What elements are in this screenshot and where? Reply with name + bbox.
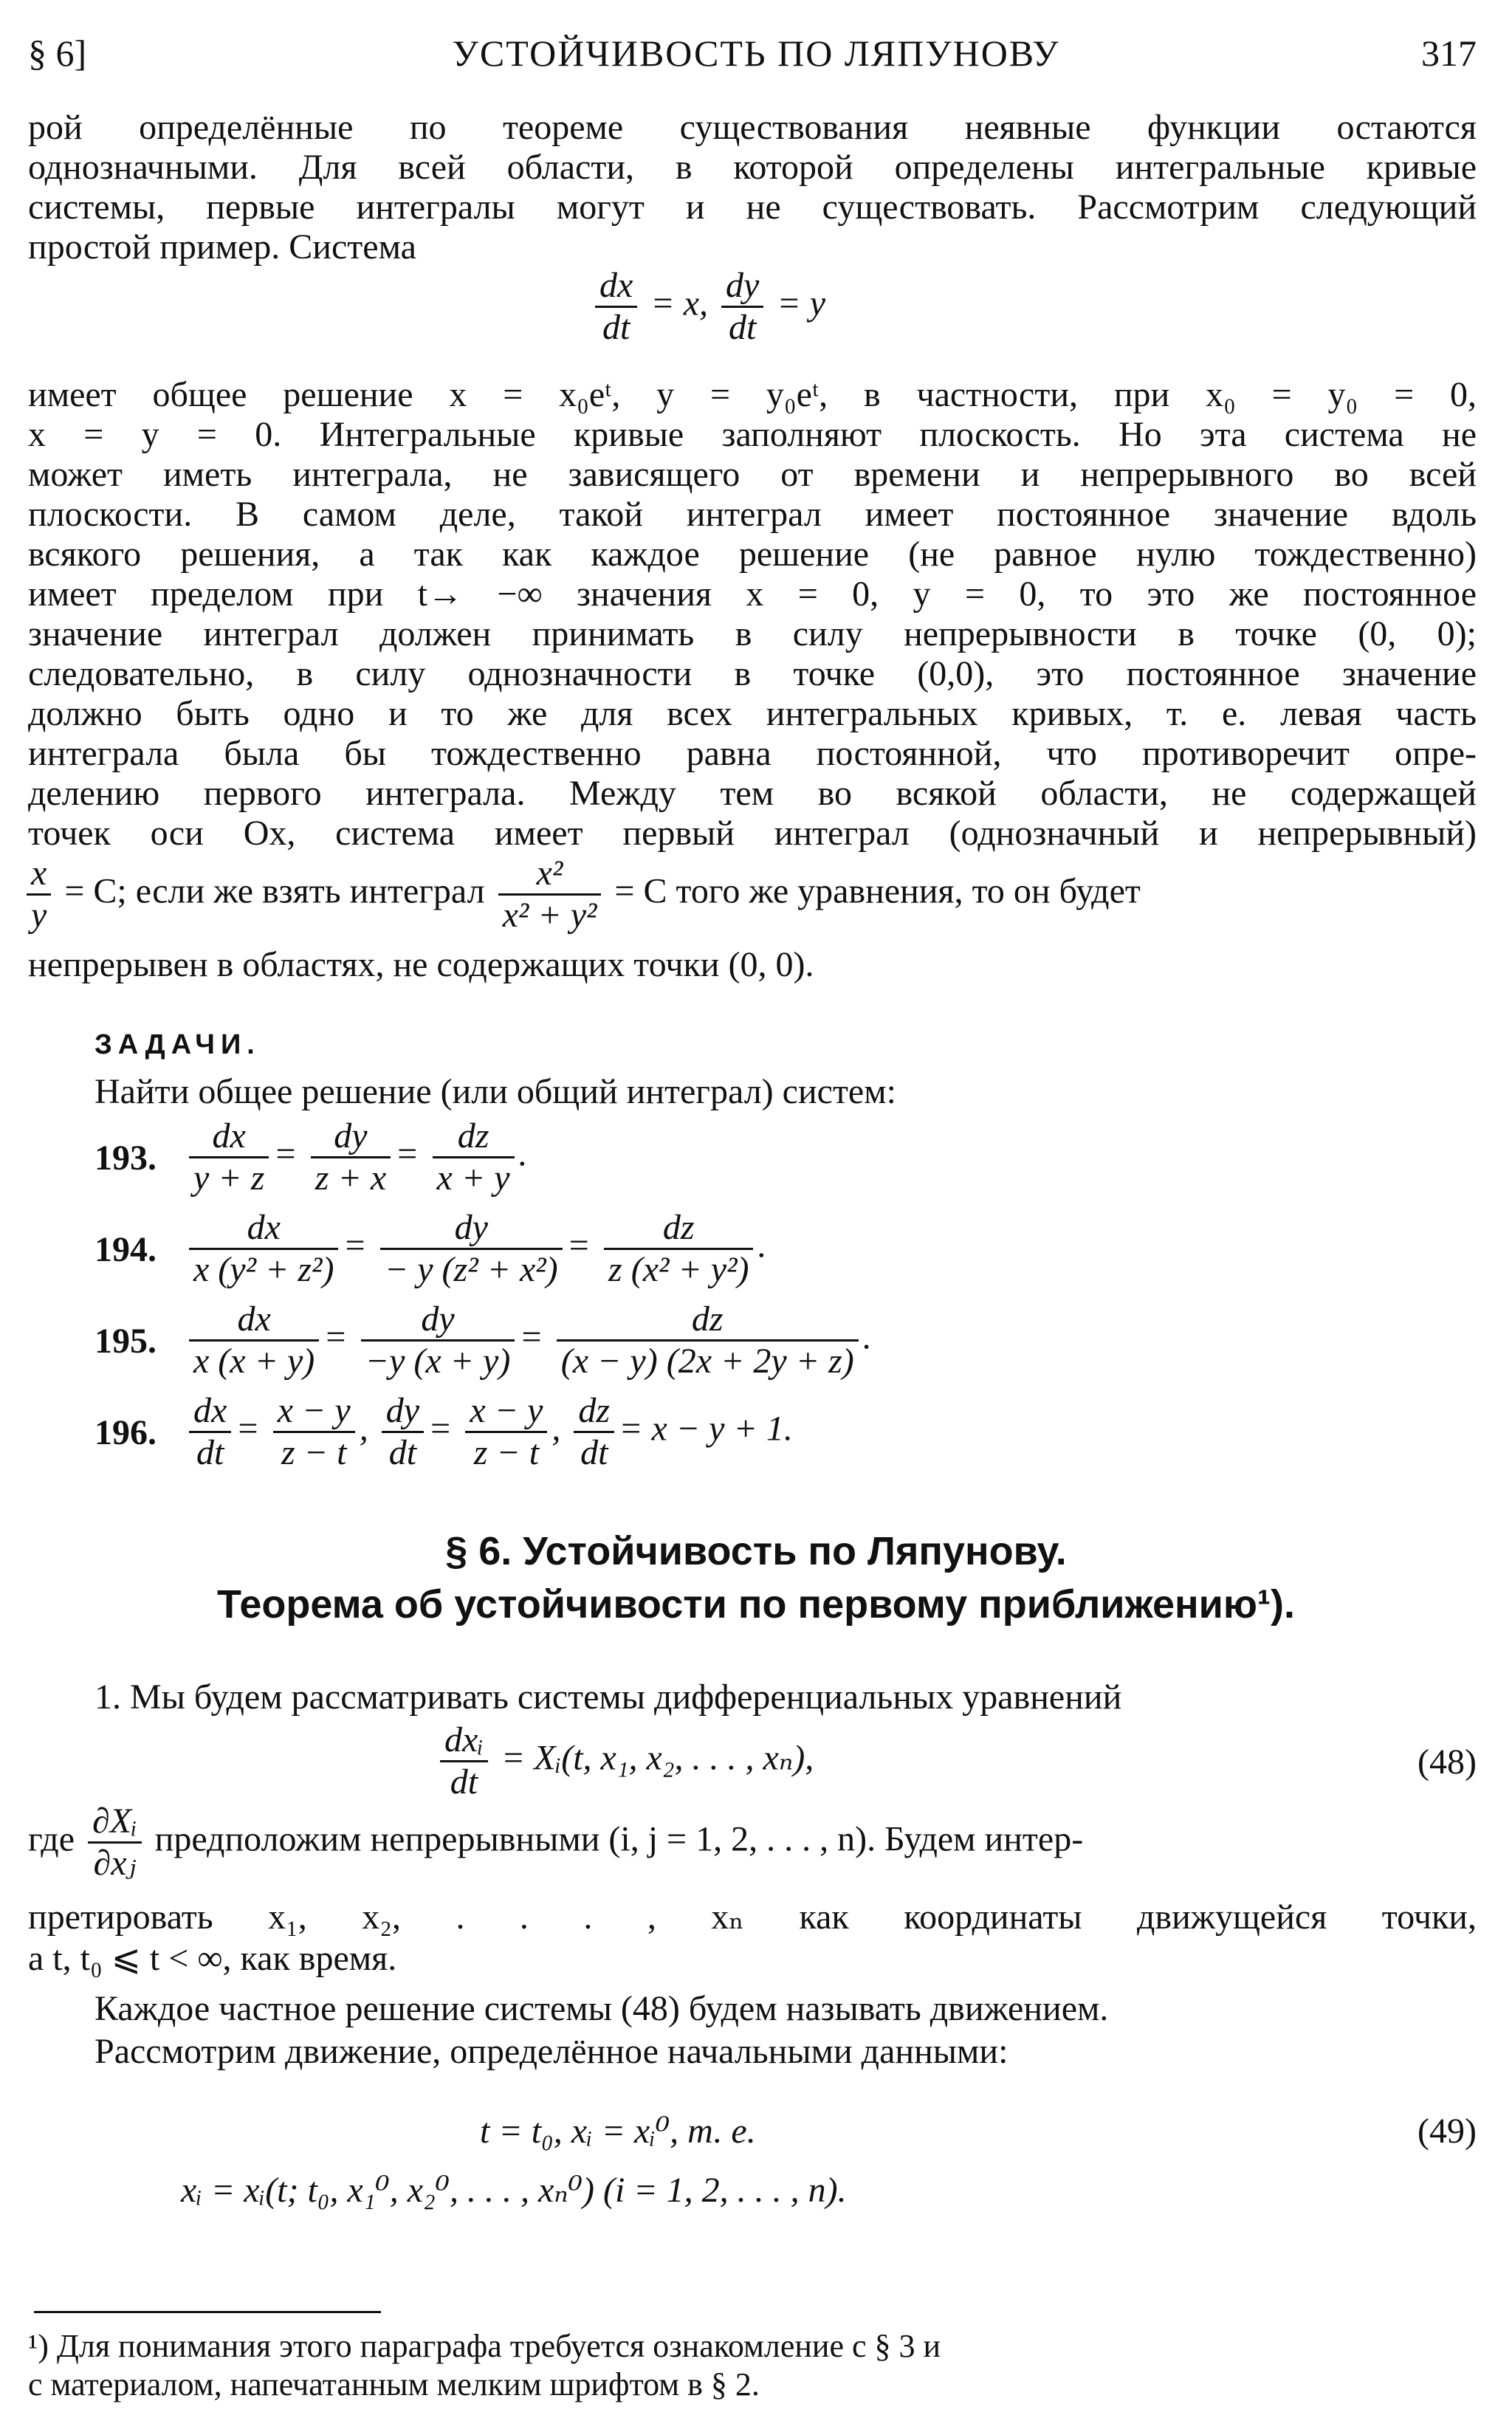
text-line: простой пример. Система (28, 227, 416, 267)
text-line: делению первого интеграла. Между тем во всякой области, не содержащей (28, 774, 1477, 813)
text-line: однозначными. Для всей области, в которой определены интегральные кривые (28, 148, 1477, 187)
text-line: а t, t₀ ⩽ t < ∞, как время. (28, 1939, 397, 1978)
fraction: $\frac{x}{y}$ (27, 853, 51, 935)
problem-number: 194. (94, 1230, 157, 1269)
text-line: системы, первые интегралы могут и не существовать. Рассмотрим следующий (28, 188, 1477, 227)
text-line: следовательно, в силу однозначности в точке (0,0), это постоянное значение (28, 654, 1477, 693)
text-line: интеграла была бы тождественно равна постоянной, что противоречит опре- (28, 734, 1477, 773)
text-line: всякого решения, а так как каждое решение (не равное нулю тождественно) (28, 535, 1477, 574)
text-line: Рассмотрим движение, определённое начальными данными: (94, 2032, 1008, 2071)
text-line: рой определённые по теореме существования неявные функции остаются (28, 108, 1477, 147)
problem-equation: $\frac{dx}{x (x + y)}$ = $\frac{dy}{-y (x + y)}$ = $\frac{dz}{(x - y) (2x + 2y + z)}$ . (185, 1299, 872, 1381)
footnote-line: ¹) Для понимания этого параграфа требуется ознакомление с § 3 и (28, 2328, 941, 2364)
equation-49b: xᵢ = xᵢ(t; t₀, x₁⁰, x₂⁰, . . . , xₙ⁰) (i = 1, 2, . . . , n). (181, 2171, 847, 2210)
text-line: значение интеграл должен принимать в силу непрерывности в точке (0, 0); (28, 614, 1477, 653)
system-example-equation: $\frac{dx}{dt}$ = x, $\frac{dy}{dt}$ = y (591, 266, 825, 348)
text-line: непрерывен в областях, не содержащих точки (0, 0). (28, 945, 814, 984)
fraction: $\frac{dx}{dt}$ (595, 266, 637, 348)
fraction: $\frac{dy}{dt}$ (721, 266, 763, 348)
problems-intro: Найти общее решение (или общий интеграл) систем: (94, 1072, 896, 1111)
header-running-title: УСТОЙЧИВОСТЬ ПО ЛЯПУНОВУ (452, 32, 1060, 74)
text-line: имеет общее решение x = x₀eᵗ, y = y₀eᵗ, в частности, при x₀ = y₀ = 0, (28, 375, 1477, 414)
section-title-line2: Теорема об устойчивости по первому приближению¹). (217, 1582, 1295, 1627)
equation-48: $\frac{\text{dxᵢ}}{dt}$ = Xᵢ(t, x₁, x₂, . . . , xₙ), (436, 1720, 814, 1802)
footnote-line: с материалом, напечатанным мелким шрифтом в § 2. (28, 2366, 760, 2402)
footnote-rule (34, 2311, 381, 2313)
problem-equation: $\frac{dx}{dt}$ = $\frac{x - y}{z - t}$ , $\frac{dy}{dt}$ = $\frac{x - y}{z - t}$ , $\frac{dz}{dt}$ = x − y + 1. (185, 1391, 793, 1473)
problem-number: 196. (94, 1413, 157, 1452)
problem-number: 193. (94, 1138, 157, 1178)
header-page-number: 317 (1421, 32, 1477, 74)
text-line: имеет пределом при t→ −∞ значения x = 0, y = 0, то это же постоянное (28, 574, 1477, 614)
text-line: плоскости. В самом деле, такой интеграл имеет постоянное значение вдоль (28, 495, 1477, 534)
problem-equation: $\frac{dx}{y + z}$ = $\frac{dy}{z + x}$ = $\frac{dz}{x + y}$ . (185, 1116, 528, 1198)
header-section-mark: § 6] (28, 32, 87, 74)
text-line: x = y = 0. Интегральные кривые заполняют плоскость. Но эта система не (28, 415, 1477, 454)
text-line: претировать x₁, x₂, . . . , xₙ как координаты движущейся точки, (28, 1897, 1477, 1937)
text-line: Каждое частное решение системы (48) будем называть движением. (94, 1989, 1109, 2028)
text-line: должно быть одно и то же для всех интегральных кривых, т. е. левая часть (28, 694, 1477, 733)
section-title-line1: § 6. Устойчивость по Ляпунову. (445, 1529, 1067, 1573)
problems-heading: ЗАДАЧИ. (94, 1029, 261, 1060)
text-line: точек оси Ox, система имеет первый интеграл (однозначный и непрерывный) (28, 814, 1477, 853)
integral-line: $\frac{x}{y}$ = C; если же взять интеграл $\frac{\text{x²}}{\text{x² + y²}}$ = C того же уравнения, то он будет (22, 853, 1477, 935)
text-line: 1. Мы будем рассматривать системы дифференциальных уравнений (94, 1677, 1122, 1717)
problem-number: 195. (94, 1322, 157, 1361)
equation-number-49: (49) (1418, 2112, 1477, 2151)
problem-equation: $\frac{dx}{\text{x (y² + z²)}}$ = $\frac{dy}{\text{− y (z² + x²)}}$ = $\frac{dz}{\text{z (x² + y²)}}$ . (185, 1208, 766, 1290)
text-line: может иметь интеграла, не зависящего от времени и непрерывного во всей (28, 455, 1477, 494)
where-line: где $\frac{\text{∂Xᵢ}}{\text{∂xⱼ}}$ предположим непрерывными (i, j = 1, 2, . . . , n). Будем интер- (28, 1802, 1084, 1883)
equation-49a: t = t₀, xᵢ = xᵢ⁰, т. е. (480, 2112, 756, 2151)
equation-number-48: (48) (1418, 1742, 1477, 1782)
fraction: $\frac{\text{x²}}{\text{x² + y²}}$ (498, 853, 602, 935)
